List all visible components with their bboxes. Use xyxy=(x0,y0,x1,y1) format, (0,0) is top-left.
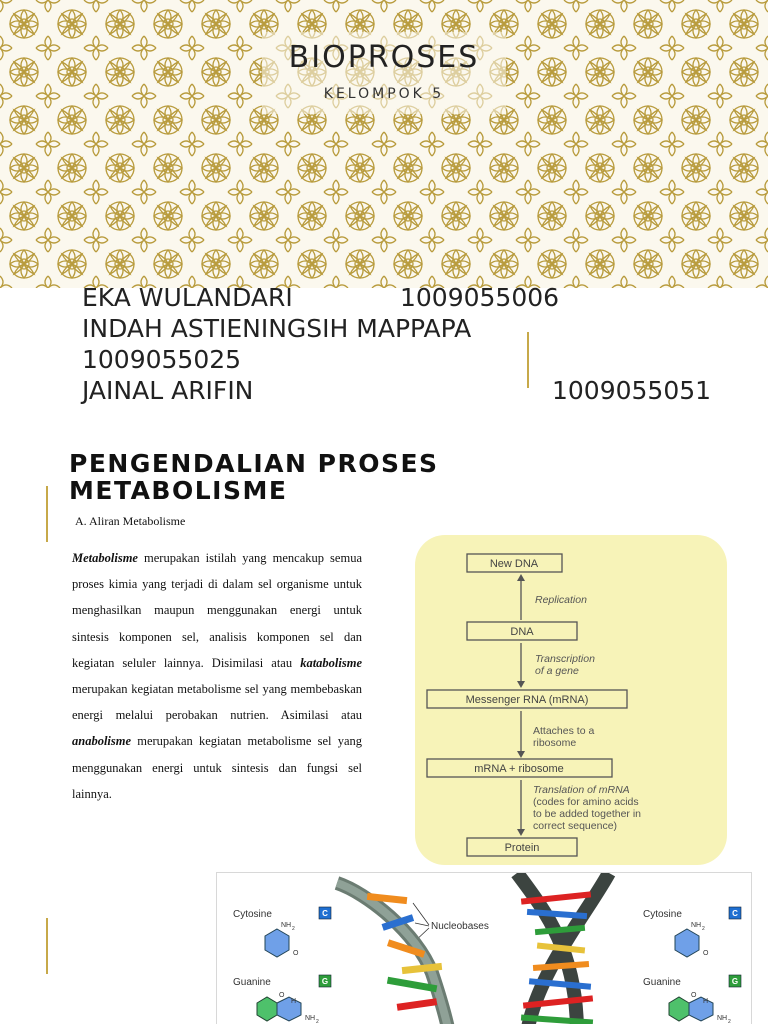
flow-step-label: Attaches to a xyxy=(533,725,595,737)
slide-title xyxy=(69,450,439,504)
nucleobases-callout: Nucleobases xyxy=(431,921,489,932)
member-name: INDAH ASTIENINGSIH MAPPAPA xyxy=(82,314,472,343)
term-anabolisme: anabolisme xyxy=(72,734,132,749)
slide-1 xyxy=(0,0,768,420)
dna-structure-figure xyxy=(216,872,752,1024)
badge-letter: G xyxy=(321,977,329,986)
accent-bar xyxy=(46,486,48,542)
flow-step-label: Replication xyxy=(535,594,587,606)
paragraph-text: merupakan kegiatan metabolisme sel yang menggunakan energi untuk sintesis dan fungsi sel lainnya. xyxy=(72,734,362,801)
atom-label: 2 xyxy=(316,1019,319,1024)
paragraph-text: merupakan kegiatan metabolisme sel yang membebaskan energi melalui perobakan nutrien. Asimilasi atau xyxy=(72,682,362,723)
member-list xyxy=(82,282,712,406)
flow-step-label: (codes for amino acids xyxy=(533,796,639,808)
accent-bar xyxy=(527,332,529,388)
atom-label: H xyxy=(703,998,709,1005)
flow-box-label: New DNA xyxy=(489,558,539,570)
flow-step-label: to be added together in xyxy=(533,808,642,820)
flow-box-label: mRNA + ribosome xyxy=(474,763,564,775)
atom-label: 2 xyxy=(702,926,705,932)
flow-box-label: DNA xyxy=(510,626,534,638)
slide-title-line-1: PENGENDALIAN PROSES xyxy=(69,449,439,478)
atom-label: O xyxy=(279,992,285,999)
dna-diagram xyxy=(217,873,751,1024)
nucleobase-label: Cytosine xyxy=(233,909,272,920)
atom-label: NH xyxy=(281,922,292,929)
atom-label: NH xyxy=(717,1015,728,1022)
atom-label: H xyxy=(291,998,297,1005)
slide-2 xyxy=(0,420,768,1024)
atom-label: 2 xyxy=(292,926,295,932)
nucleobase-label: Guanine xyxy=(643,977,681,988)
cytosine-molecule-left xyxy=(265,929,289,957)
nucleobase-label: Cytosine xyxy=(643,909,682,920)
badge-letter: C xyxy=(322,909,328,918)
term-katabolisme: katabolisme xyxy=(300,655,362,670)
dna-helix-left xyxy=(337,883,449,1024)
atom-label: O xyxy=(293,950,299,957)
atom-label: 2 xyxy=(728,1019,731,1024)
member-name: EKA WULANDARI xyxy=(82,283,293,312)
central-dogma-flowchart xyxy=(415,535,727,865)
flow-step-label: ribosome xyxy=(533,737,577,749)
flowchart-diagram xyxy=(415,535,727,865)
atom-label: NH xyxy=(305,1015,316,1022)
member-row xyxy=(82,313,471,344)
term-metabolisme: Metabolisme xyxy=(72,551,138,565)
flow-step-label: of a gene xyxy=(535,665,579,677)
member-nim: 1009055025 xyxy=(82,345,242,374)
badge-letter: G xyxy=(731,977,739,986)
cytosine-molecule-right xyxy=(675,929,699,957)
title-block xyxy=(0,0,768,288)
member-nim: 1009055051 xyxy=(552,376,712,405)
section-subheading: A. Aliran Metabolisme xyxy=(75,514,186,528)
atom-label: O xyxy=(703,950,709,957)
presentation-subtitle: KELOMPOK 5 xyxy=(323,86,445,102)
member-row xyxy=(82,344,471,375)
member-row xyxy=(82,282,560,313)
dna-helix-right xyxy=(517,873,609,1024)
accent-bar xyxy=(46,918,48,974)
member-nim: 1009055006 xyxy=(400,283,560,312)
slide-title-line-2: METABOLISME xyxy=(69,476,288,505)
atom-label: O xyxy=(691,992,697,999)
flow-box-label: Protein xyxy=(504,842,540,854)
member-name: JAINAL ARIFIN xyxy=(82,376,254,405)
badge-letter: C xyxy=(732,909,738,918)
flow-step-label: correct sequence) xyxy=(533,820,618,832)
nucleobase-label: Guanine xyxy=(233,977,271,988)
paragraph-text: merupakan istilah yang mencakup semua proses kimia yang terjadi di dalam sel organisme untuk menghasilkan maupun menggunakan energi untuk sintesis komponen sel, analisis komponen sel dan kegiatan seluler lainnya. Disimilasi atau xyxy=(72,551,362,670)
atom-label: NH xyxy=(691,922,702,929)
flow-box-label: Messenger RNA (mRNA) xyxy=(465,694,589,706)
presentation-title: BIOPROSES xyxy=(288,40,480,75)
flow-step-label: Transcription xyxy=(535,653,595,665)
body-paragraph xyxy=(72,545,362,807)
member-row xyxy=(82,375,712,406)
flow-step-label: Translation of mRNA xyxy=(533,784,630,796)
